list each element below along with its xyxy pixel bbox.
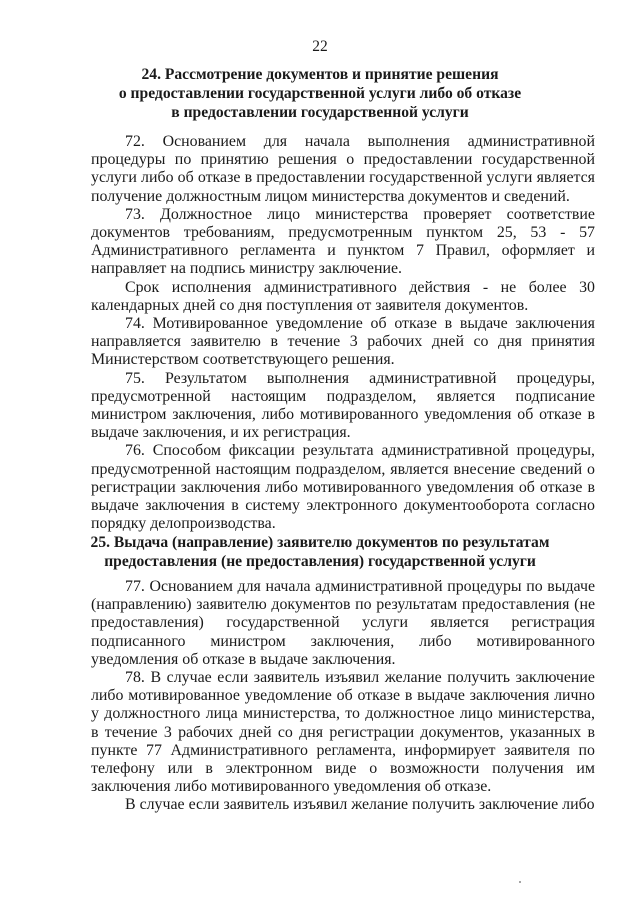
paragraph-case: В случае если заявитель изъявил желание получить заключение либо [125, 796, 595, 814]
paragraph-73: 73. Должностное лицо министерства проверяет соответствие документов требованиям, предусмотренным пунктом 25, 53 - 57 Административного регламента и пунктом 7 Правил, оформляет и направляет на подпись министру заключение. [91, 205, 595, 278]
paragraph-term: Срок исполнения административного действия - не более 30 календарных дней со дня поступления от заявителя документов. [91, 278, 595, 314]
heading-line: предоставления (не предоставления) государственной услуги [104, 553, 536, 570]
heading-line: 25. Выдача (направление) заявителю документов по результатам [90, 534, 550, 551]
paragraph-76: 76. Способом фиксации результата административной процедуры, предусмотренной настоящим подразделом, является внесение сведений о регистрации заключения либо мотивированного уведомления об отказе в выдаче заключения в систему электронного документооборота согласно порядку делопроизводства. [91, 442, 595, 533]
paragraph-74: 74. Мотивированное уведомление об отказе в выдаче заключения направляется заявителю в течение 3 рабочих дней со дня принятия Министерством соответствующего решения. [91, 315, 595, 369]
heading-line: в предоставлении государственной услуги [171, 104, 469, 121]
heading-line: о предоставлении государственной услуги либо об отказе [118, 85, 522, 102]
heading-line: 24. Рассмотрение документов и принятие решения [141, 66, 499, 83]
section-25-heading [60, 533, 580, 571]
paragraph-77: 77. Основанием для начала административной процедуры по выдаче (направлению) заявителю документов по результатам предоставления (не предоставления) государственной услуги является регистрация подписанного министром заключения, либо мотивированного уведомления об отказе в выдаче заключения. [91, 578, 595, 668]
section-24-body [91, 133, 595, 533]
scan-speck [519, 881, 521, 883]
paragraph-72: 72. Основанием для начала выполнения административной процедуры по принятию решения о предоставлении государственной услуги либо об отказе в предоставлении государственной услуги является получение должностным лицом министерства документов и сведений. [91, 133, 595, 205]
paragraph-78: 78. В случае если заявитель изъявил желание получить заключение либо мотивированное уведомление об отказе в выдаче заключения лично у должностного лица министерства, то должностное лицо министерства, в течение 3 рабочих дней со дня регистрации документов, указанных в пункте 77 Административного регламента, информирует заявителя по телефону или в электронном виде о возможности получения им заключения либо мотивированного уведомления об отказе. [91, 669, 595, 796]
section-24-heading [60, 65, 580, 122]
page-number: 22 [312, 38, 328, 55]
paragraph-75: 75. Результатом выполнения административной процедуры, предусмотренной настоящим подразделом, является подписание министром заключения, либо мотивированного уведомления об отказе в выдаче заключения, и их регистрация. [91, 369, 595, 442]
section-25-body [91, 578, 595, 815]
